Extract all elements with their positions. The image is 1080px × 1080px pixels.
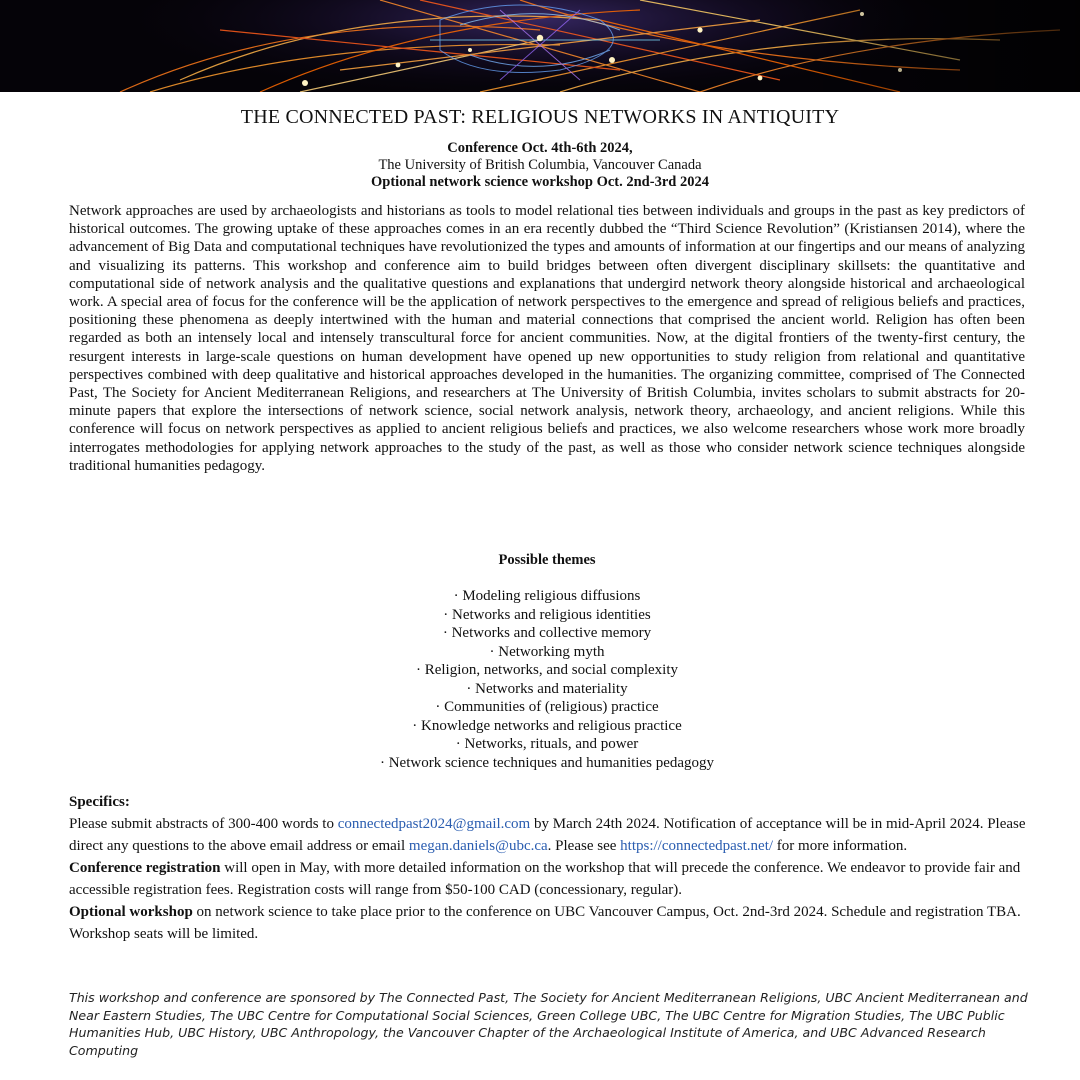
- theme-item: · Modeling religious diffusions: [453, 588, 641, 604]
- themes-heading: Possible themes: [498, 552, 596, 568]
- specifics-heading: Specifics:: [69, 794, 130, 810]
- theme-item: · Religion, networks, and social complexity: [415, 662, 679, 678]
- themes-list: [0, 587, 1080, 772]
- specifics-section: [69, 791, 1031, 945]
- theme-item: · Networks and materiality: [466, 680, 628, 697]
- email-link-megan[interactable]: megan.daniels@ubc.ca: [408, 838, 548, 854]
- submission-text: by March 24th 2024. Notification of acceptance will be in mid-April 2024. Please direct any questions to the above email address or email: [69, 816, 1026, 854]
- theme-item: · Network science techniques and humanities pedagogy: [379, 754, 715, 771]
- submission-text: for more information.: [773, 838, 908, 854]
- workshop-paragraph: [69, 901, 1031, 945]
- registration-label: Conference registration: [69, 860, 221, 876]
- email-link-connectedpast[interactable]: connectedpast2024@gmail.com: [337, 816, 531, 832]
- workshop-label: Optional workshop: [69, 904, 193, 920]
- registration-paragraph: [69, 857, 1031, 901]
- sponsors-footer: This workshop and conference are sponsored by The Connected Past, The Society for Ancient Mediterranean Religions, UBC Ancient Mediterranean and Near Eastern Studies, The UBC Centre for Computational Social Sciences, Green College UBC, The UBC Centre for Migration Studies, The UBC Public Humanities Hub, UBC History, UBC Anthropology, the Vancouver Chapter of the Archaeological Institute of America, and UBC Advanced Research Computing: [69, 990, 1028, 1058]
- workshop-dates: Optional network science workshop Oct. 2nd-3rd 2024: [371, 174, 709, 190]
- website-link[interactable]: https://connectedpast.net/: [620, 838, 774, 854]
- theme-item: · Knowledge networks and religious practice: [412, 717, 682, 734]
- banner-image: [0, 0, 1080, 92]
- theme-item: · Communities of (religious) practice: [435, 699, 659, 715]
- submission-text: Please submit abstracts of 300-400 words to: [69, 816, 338, 832]
- theme-item: · Networks, rituals, and power: [455, 736, 639, 752]
- network-graph-illustration: [0, 0, 1080, 92]
- conference-dates: Conference Oct. 4th-6th 2024,: [447, 140, 633, 156]
- submission-text: . Please see: [547, 838, 621, 854]
- conference-venue: The University of British Columbia, Vancouver Canada: [378, 157, 702, 173]
- page-title: THE CONNECTED PAST: RELIGIOUS NETWORKS IN ANTIQUITY: [240, 106, 840, 128]
- workshop-text: on network science to take place prior to the conference on UBC Vancouver Campus, Oct. 2nd-3rd 2024. Schedule and registration TBA. Workshop seats will be limited.: [69, 904, 1021, 942]
- registration-text: will open in May, with more detailed information on the workshop that will precede the conference. We endeavor to provide fair and accessible registration fees. Registration costs will range from $50-100 CAD (concessionary, regular).: [69, 860, 1021, 898]
- theme-item: · Networks and religious identities: [443, 606, 651, 623]
- intro-paragraph: Network approaches are used by archaeologists and historians as tools to model relational ties between individuals and groups in the past as key predictors of historical outcomes. The growing uptake of these approaches comes in an era recently dubbed the “Third Science Revolution” (Kristiansen 2014), where the advancement of Big Data and computational techniques have revolutionized the types and amounts of information at our fingertips and our means of analyzing and visualizing its patterns. This workshop and conference aim to build bridges between often divergent disciplinary skillsets: the quantitative and computational side of network analysis and the qualitative questions and explanations that undergird network theory alongside historical and archaeological work. A special area of focus for the conference will be the application of network perspectives to the emergence and spread of religious beliefs and practices, positioning these phenomena as deeply intertwined with the human and material connections that comprised the ancient world. Religion has often been regarded as both an intensely local and intensely transcultural force for ancient communities. Now, at the digital frontiers of the twenty-first century, the resurgent interests in large-scale questions on human development have opened up new opportunities to study religion from relational and quantitative perspectives combined with deep qualitative and historical approaches developed in the humanities. The organizing committee, comprised of The Connected Past, The Society for Ancient Mediterranean Religions, and researchers at The University of British Columbia, invites scholars to submit abstracts for 20-minute papers that explore the intersections of network science, social network analysis, network theory, archaeology, and ancient religions. While this conference will focus on network perspectives as applied to ancient religious beliefs and practices, we also welcome researchers whose work more broadly interrogates methodologies for applying network approaches to the study of the past, as well as those who consider network science techniques alongside traditional humanities pedagogy.: [69, 203, 1025, 474]
- submission-paragraph: [69, 813, 1031, 857]
- theme-item: · Networks and collective memory: [442, 625, 652, 641]
- theme-item: · Networking myth: [489, 643, 605, 660]
